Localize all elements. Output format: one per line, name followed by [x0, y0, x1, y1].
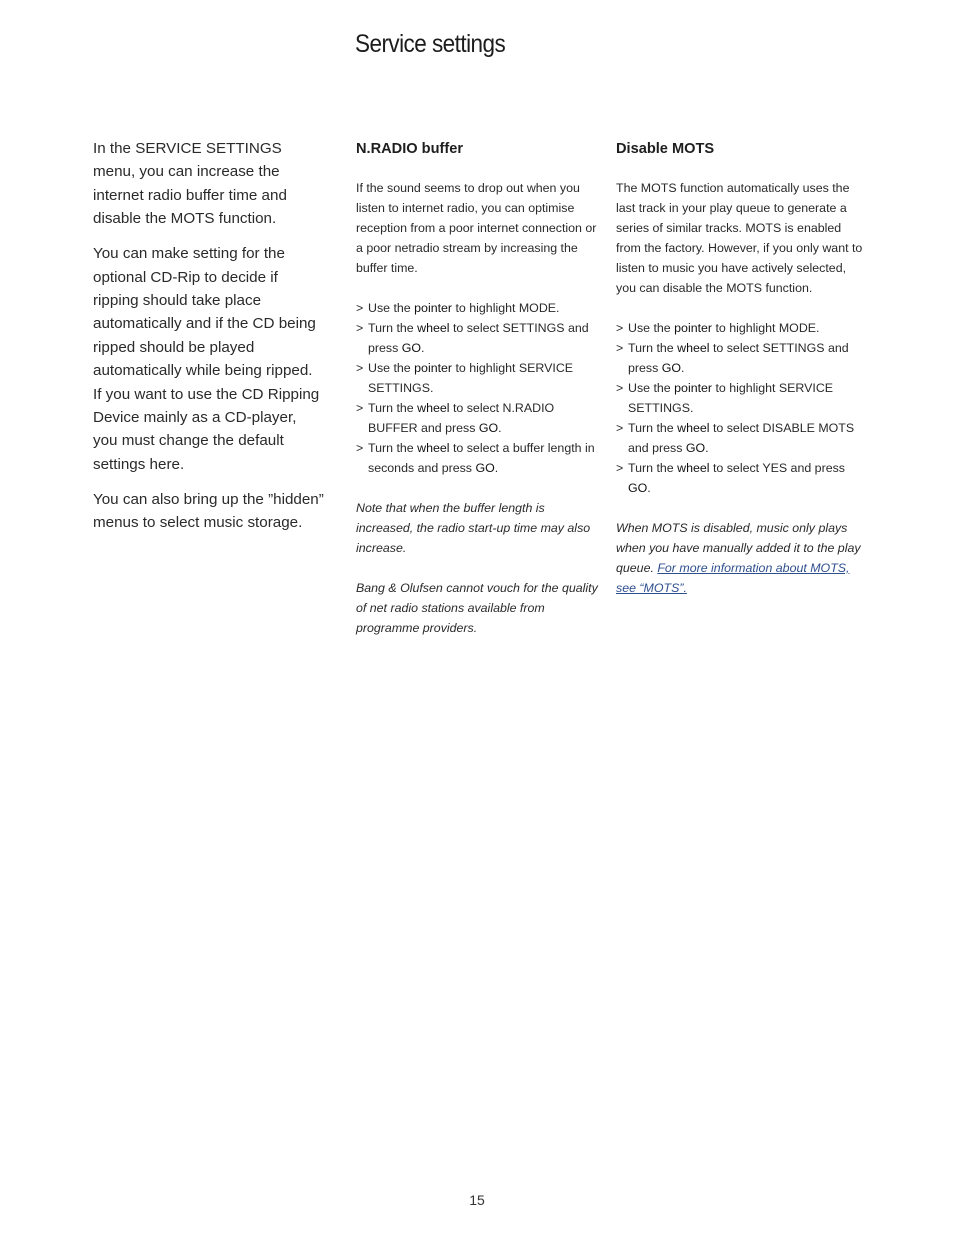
- disable-mots-section: [616, 138, 864, 618]
- intro-column: [93, 137, 325, 546]
- step-item: > Turn the wheel to select YES and press GO.: [616, 458, 864, 498]
- disable-mots-steps: [616, 318, 864, 498]
- intro-paragraph: You can also bring up the ”hidden” menus to select music storage.: [93, 490, 324, 532]
- radio-quality-note: Bang & Olufsen cannot vouch for the quality of net radio stations available from programme providers.: [356, 581, 598, 635]
- step-item: > Use the pointer to highlight SERVICE SETTINGS.: [356, 358, 604, 398]
- step-item: > Turn the wheel to select N.RADIO BUFFER and press GO.: [356, 398, 604, 438]
- step-item: > Use the pointer to highlight MODE.: [356, 298, 604, 318]
- step-item: > Turn the wheel to select SETTINGS and press GO.: [356, 318, 604, 358]
- step-item: > Turn the wheel to select SETTINGS and press GO.: [616, 338, 864, 378]
- intro-paragraph: You can make setting for the optional CD-Rip to decide if ripping should take place automatically and if the CD being ripped should be played automatically while being ripped. If you want to use the CD Ripping Device mainly as a CD-player, you must change the default settings here.: [93, 245, 320, 473]
- disable-mots-heading: Disable MOTS: [616, 141, 715, 157]
- disable-mots-note: When MOTS is disabled, music only plays when you have manually added it to the play queue. For more information about MOTS, see “MOTS”.: [616, 521, 861, 595]
- step-item: > Turn the wheel to select a buffer length in seconds and press GO.: [356, 438, 604, 478]
- radio-buffer-steps: [356, 298, 604, 478]
- page-number: 15: [469, 1192, 485, 1208]
- step-item: > Use the pointer to highlight SERVICE SETTINGS.: [616, 378, 864, 418]
- radio-buffer-section: [356, 138, 604, 658]
- radio-buffer-note: Note that when the buffer length is increased, the radio start-up time may also increase.: [356, 501, 591, 555]
- radio-buffer-heading: N.RADIO buffer: [356, 141, 464, 157]
- intro-paragraph: In the SERVICE SETTINGS menu, you can increase the internet radio buffer time and disable the MOTS function.: [93, 140, 287, 228]
- mots-info-link[interactable]: For more information about MOTS, see “MOTS”.: [616, 561, 850, 595]
- step-item: > Use the pointer to highlight MODE.: [616, 318, 864, 338]
- page-title: Service settings: [355, 30, 506, 58]
- step-item: > Turn the wheel to select DISABLE MOTS and press GO.: [616, 418, 864, 458]
- radio-buffer-description: If the sound seems to drop out when you listen to internet radio, you can optimise reception from a poor internet connection or a poor netradio stream by increasing the buffer time.: [356, 181, 597, 275]
- disable-mots-description: The MOTS function automatically uses the last track in your play queue to generate a series of similar tracks. MOTS is enabled from the factory. However, if you only want to listen to music you have actively selected, you can disable the MOTS function.: [616, 181, 863, 295]
